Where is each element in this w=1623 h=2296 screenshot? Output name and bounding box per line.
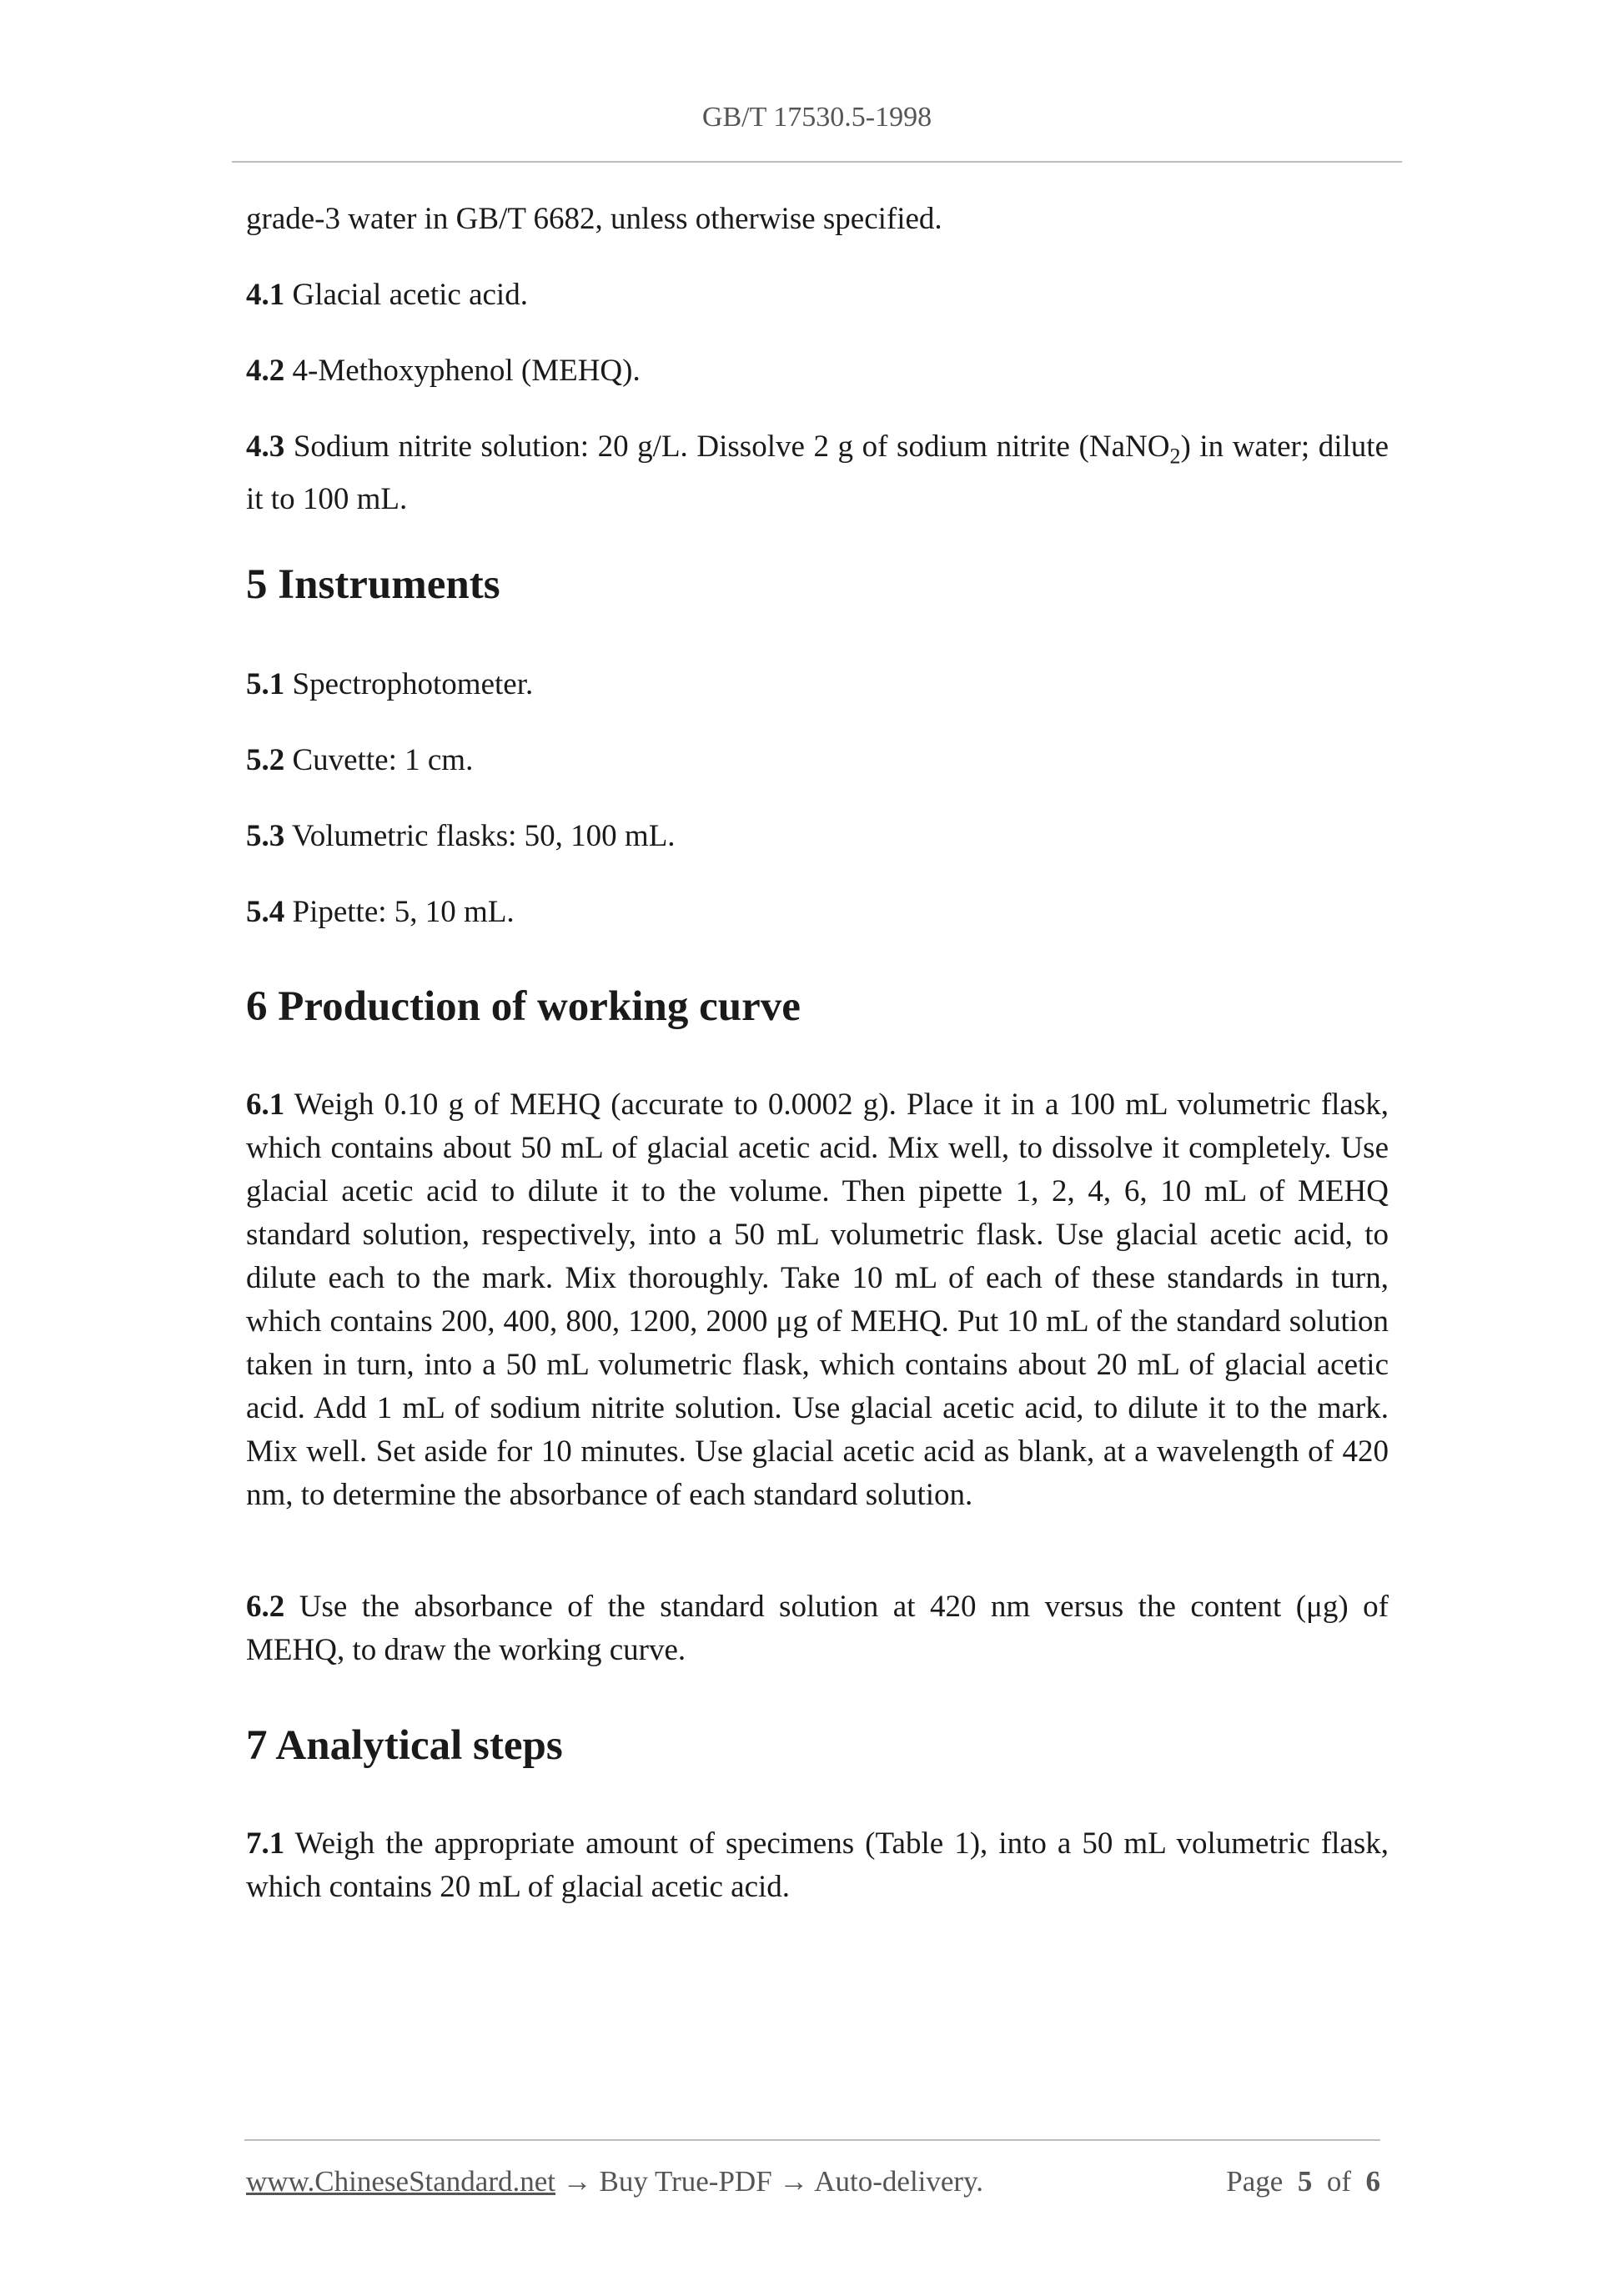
current-page: 5 [1297,2165,1313,2198]
clause-number: 5.1 [246,667,285,701]
clause-5-1 [246,663,1389,706]
section-heading-5: 5 Instruments [246,561,500,608]
clause-text: Cuvette: 1 cm. [284,743,474,777]
clause-text: Weigh the appropriate amount of specimens (Table 1), into a 50 mL volumetric flask, which contains 20 mL of glacial acetic acid. [246,1826,1389,1904]
clause-7-1 [246,1822,1389,1909]
clause-number: 5.3 [246,819,285,853]
section-heading-7: 7 Analytical steps [246,1722,563,1769]
clause-text: Weigh 0.10 g of MEHQ (accurate to 0.0002 g). Place it in a 100 mL volumetric flask, which contains about 50 mL of glacial acetic acid. Mix well, to dissolve it completely. Use glacial acetic acid to dilute it to the volume. Then pipette 1, 2, 4, 6, 10 mL of MEHQ standard solution, respectively, into a 50 mL volumetric flask. Use glacial acetic acid, to dilute each to the mark. Mix thoroughly. Take 10 mL of each of these standards in turn, which contains 200, 400, 800, 1200, 2000 μg of MEHQ. Put 10 mL of the standard solution taken in turn, into a 50 mL volumetric flask, which contains about 20 mL of glacial acetic acid. Add 1 mL of sodium nitrite solution. Use glacial acetic acid, to dilute it to the mark. Mix well. Set aside for 10 minutes. Use glacial acetic acid as blank, at a wavelength of 420 nm, to determine the absorbance of each standard solution. [246,1088,1389,1512]
buy-pdf-text: Buy True-PDF [599,2165,772,2198]
total-pages: 6 [1365,2165,1380,2198]
clause-text: Use the absorbance of the standard solution at 420 nm versus the content (μg) of MEHQ, to draw the working curve. [246,1590,1389,1667]
website-link[interactable]: www.ChineseStandard.net [246,2165,555,2198]
clause-4-1 [246,274,1389,317]
clause-text: Volumetric flasks: 50, 100 mL. [284,819,676,853]
clause-number: 4.1 [246,278,285,312]
of-label: of [1326,2165,1351,2198]
clause-number: 6.2 [246,1590,285,1624]
footer-links [246,2163,983,2201]
clause-text: Pipette: 5, 10 mL. [284,895,515,929]
section-heading-6: 6 Production of working curve [246,983,801,1030]
clause-number: 6.1 [246,1088,285,1122]
clause-number: 5.4 [246,895,285,929]
clause-5-4 [246,891,1389,934]
clause-text: Glacial acetic acid. [284,278,528,312]
auto-delivery-text: Auto-delivery. [814,2165,984,2198]
clause-5-2 [246,739,1389,782]
clause-text: Sodium nitrite solution: 20 g/L. Dissolve 2 g of sodium nitrite (NaNO [284,430,1170,464]
clause-4-3 [246,425,1389,521]
arrow-icon: → [771,2165,815,2198]
footer-divider [244,2139,1380,2141]
page-number [1226,2163,1380,2201]
clause-number: 4.3 [246,430,285,464]
clause-number: 7.1 [246,1826,285,1861]
clause-number: 4.2 [246,354,285,388]
clause-6-1 [246,1083,1389,1517]
intro-paragraph: grade-3 water in GB/T 6682, unless otherwise specified. [246,202,942,236]
header-divider [232,161,1402,163]
subscript: 2 [1169,444,1181,469]
clause-6-2 [246,1585,1389,1672]
clause-text-cont: ) in water; dilute it to 100 mL. [246,430,1389,517]
clause-text: Spectrophotometer. [284,667,534,701]
page-header: GB/T 17530.5-1998 [701,102,932,133]
page-label: Page [1226,2165,1284,2198]
clause-4-2 [246,349,1389,393]
clause-text: 4-Methoxyphenol (MEHQ). [284,354,641,388]
clause-5-3 [246,815,1389,858]
arrow-icon: → [555,2165,600,2198]
clause-number: 5.2 [246,743,285,777]
